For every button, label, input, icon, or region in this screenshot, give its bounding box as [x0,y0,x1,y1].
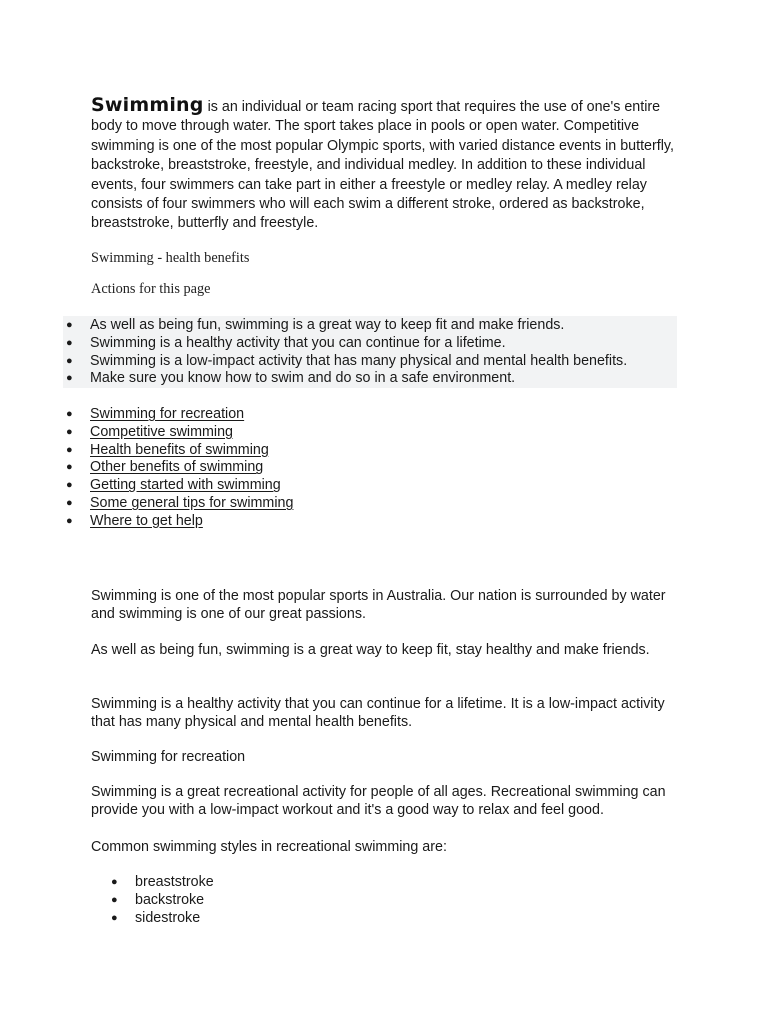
swim-style-text: breaststroke [135,874,214,890]
toc-link-other-benefits[interactable]: Other benefits of swimming [90,459,264,476]
bullet-icon: ● [66,319,73,331]
bullet-icon: ● [66,354,73,367]
summary-item-text: As well as being fun, swimming is a great way to keep fit and make friends. [90,317,565,333]
toc-item [63,406,293,424]
swim-style-item [108,892,214,910]
summary-item [63,353,627,371]
health-benefits-heading: Swimming - health benefits [91,250,250,266]
toc-item [63,513,293,531]
toc-link-where-to-get-help[interactable]: Where to get help [90,512,203,529]
summary-item [63,370,627,388]
body-paragraph-lifetime: Swimming is a healthy activity that you can continue for a lifetime. It is a low-impact activity that has many physical and mental health benefits. [91,696,665,730]
toc-link-health-benefits[interactable]: Health benefits of swimming [90,441,269,458]
bullet-icon: ● [66,496,73,509]
summary-item [63,317,627,335]
recreation-heading: Swimming for recreation [91,749,246,765]
body-paragraph-popularity: Swimming is one of the most popular sports in Australia. Our nation is surrounded by water and swimming is one of our great passions. [91,588,666,622]
intro-paragraph [91,96,676,234]
intro-text: is an individual or team racing sport that requires the use of one's entire body to move through water. The sport takes place in pools or open water. Competitive swimming is one of the most popular Olympic sports, with varied distance events in butterfly, backstroke, breaststroke, freestyle, and individual medley. In addition to these individual events, four swimmers can take part in either a freestyle or medley relay. A medley relay consists of four swimmers who will each swim a different stroke, ordered as backstroke, breaststroke, butterfly and freestyle. [91,99,674,232]
body-paragraph-styles-intro: Common swimming styles in recreational swimming are: [91,839,447,855]
document-title: Swimming [91,94,204,116]
bullet-icon: ● [111,911,118,924]
toc-item [63,495,293,513]
bullet-icon: ● [111,893,118,906]
bullet-icon: ● [66,514,73,527]
body-paragraph-fun: As well as being fun, swimming is a great way to keep fit, stay healthy and make friends. [91,642,650,658]
bullet-icon: ● [111,876,118,888]
toc-item [63,424,293,442]
summary-list [63,317,627,388]
summary-item-text: Make sure you know how to swim and do so in a safe environment. [90,370,516,387]
bullet-icon: ● [66,479,73,492]
toc-link-getting-started[interactable]: Getting started with swimming [90,477,281,494]
toc-item [63,459,293,477]
body-paragraph-recreation: Swimming is a great recreational activity for people of all ages. Recreational swimming can provide you with a low-impact workout and it's a good way to relax and feel good. [91,784,666,818]
summary-item-text: Swimming is a healthy activity that you can continue for a lifetime. [90,334,506,351]
swim-style-text: sidestroke [135,909,201,926]
toc-link-recreation[interactable]: Swimming for recreation [90,406,245,422]
bullet-icon: ● [66,372,73,385]
toc-item [63,442,293,460]
swim-style-text: backstroke [135,891,205,908]
toc-item [63,477,293,495]
swim-style-item [108,874,214,892]
bullet-icon: ● [66,461,73,474]
summary-item [63,335,627,353]
bullet-icon: ● [66,443,73,456]
bullet-icon: ● [66,408,73,420]
summary-item-text: Swimming is a low-impact activity that has many physical and mental health benefits. [90,352,628,369]
toc-link-competitive[interactable]: Competitive swimming [90,423,234,440]
swim-style-item [108,910,214,928]
bullet-icon: ● [66,425,73,438]
table-of-contents [63,406,293,531]
actions-heading: Actions for this page [91,281,211,297]
toc-link-general-tips[interactable]: Some general tips for swimming [90,494,294,511]
bullet-icon: ● [66,336,73,349]
swim-styles-list [108,874,214,927]
